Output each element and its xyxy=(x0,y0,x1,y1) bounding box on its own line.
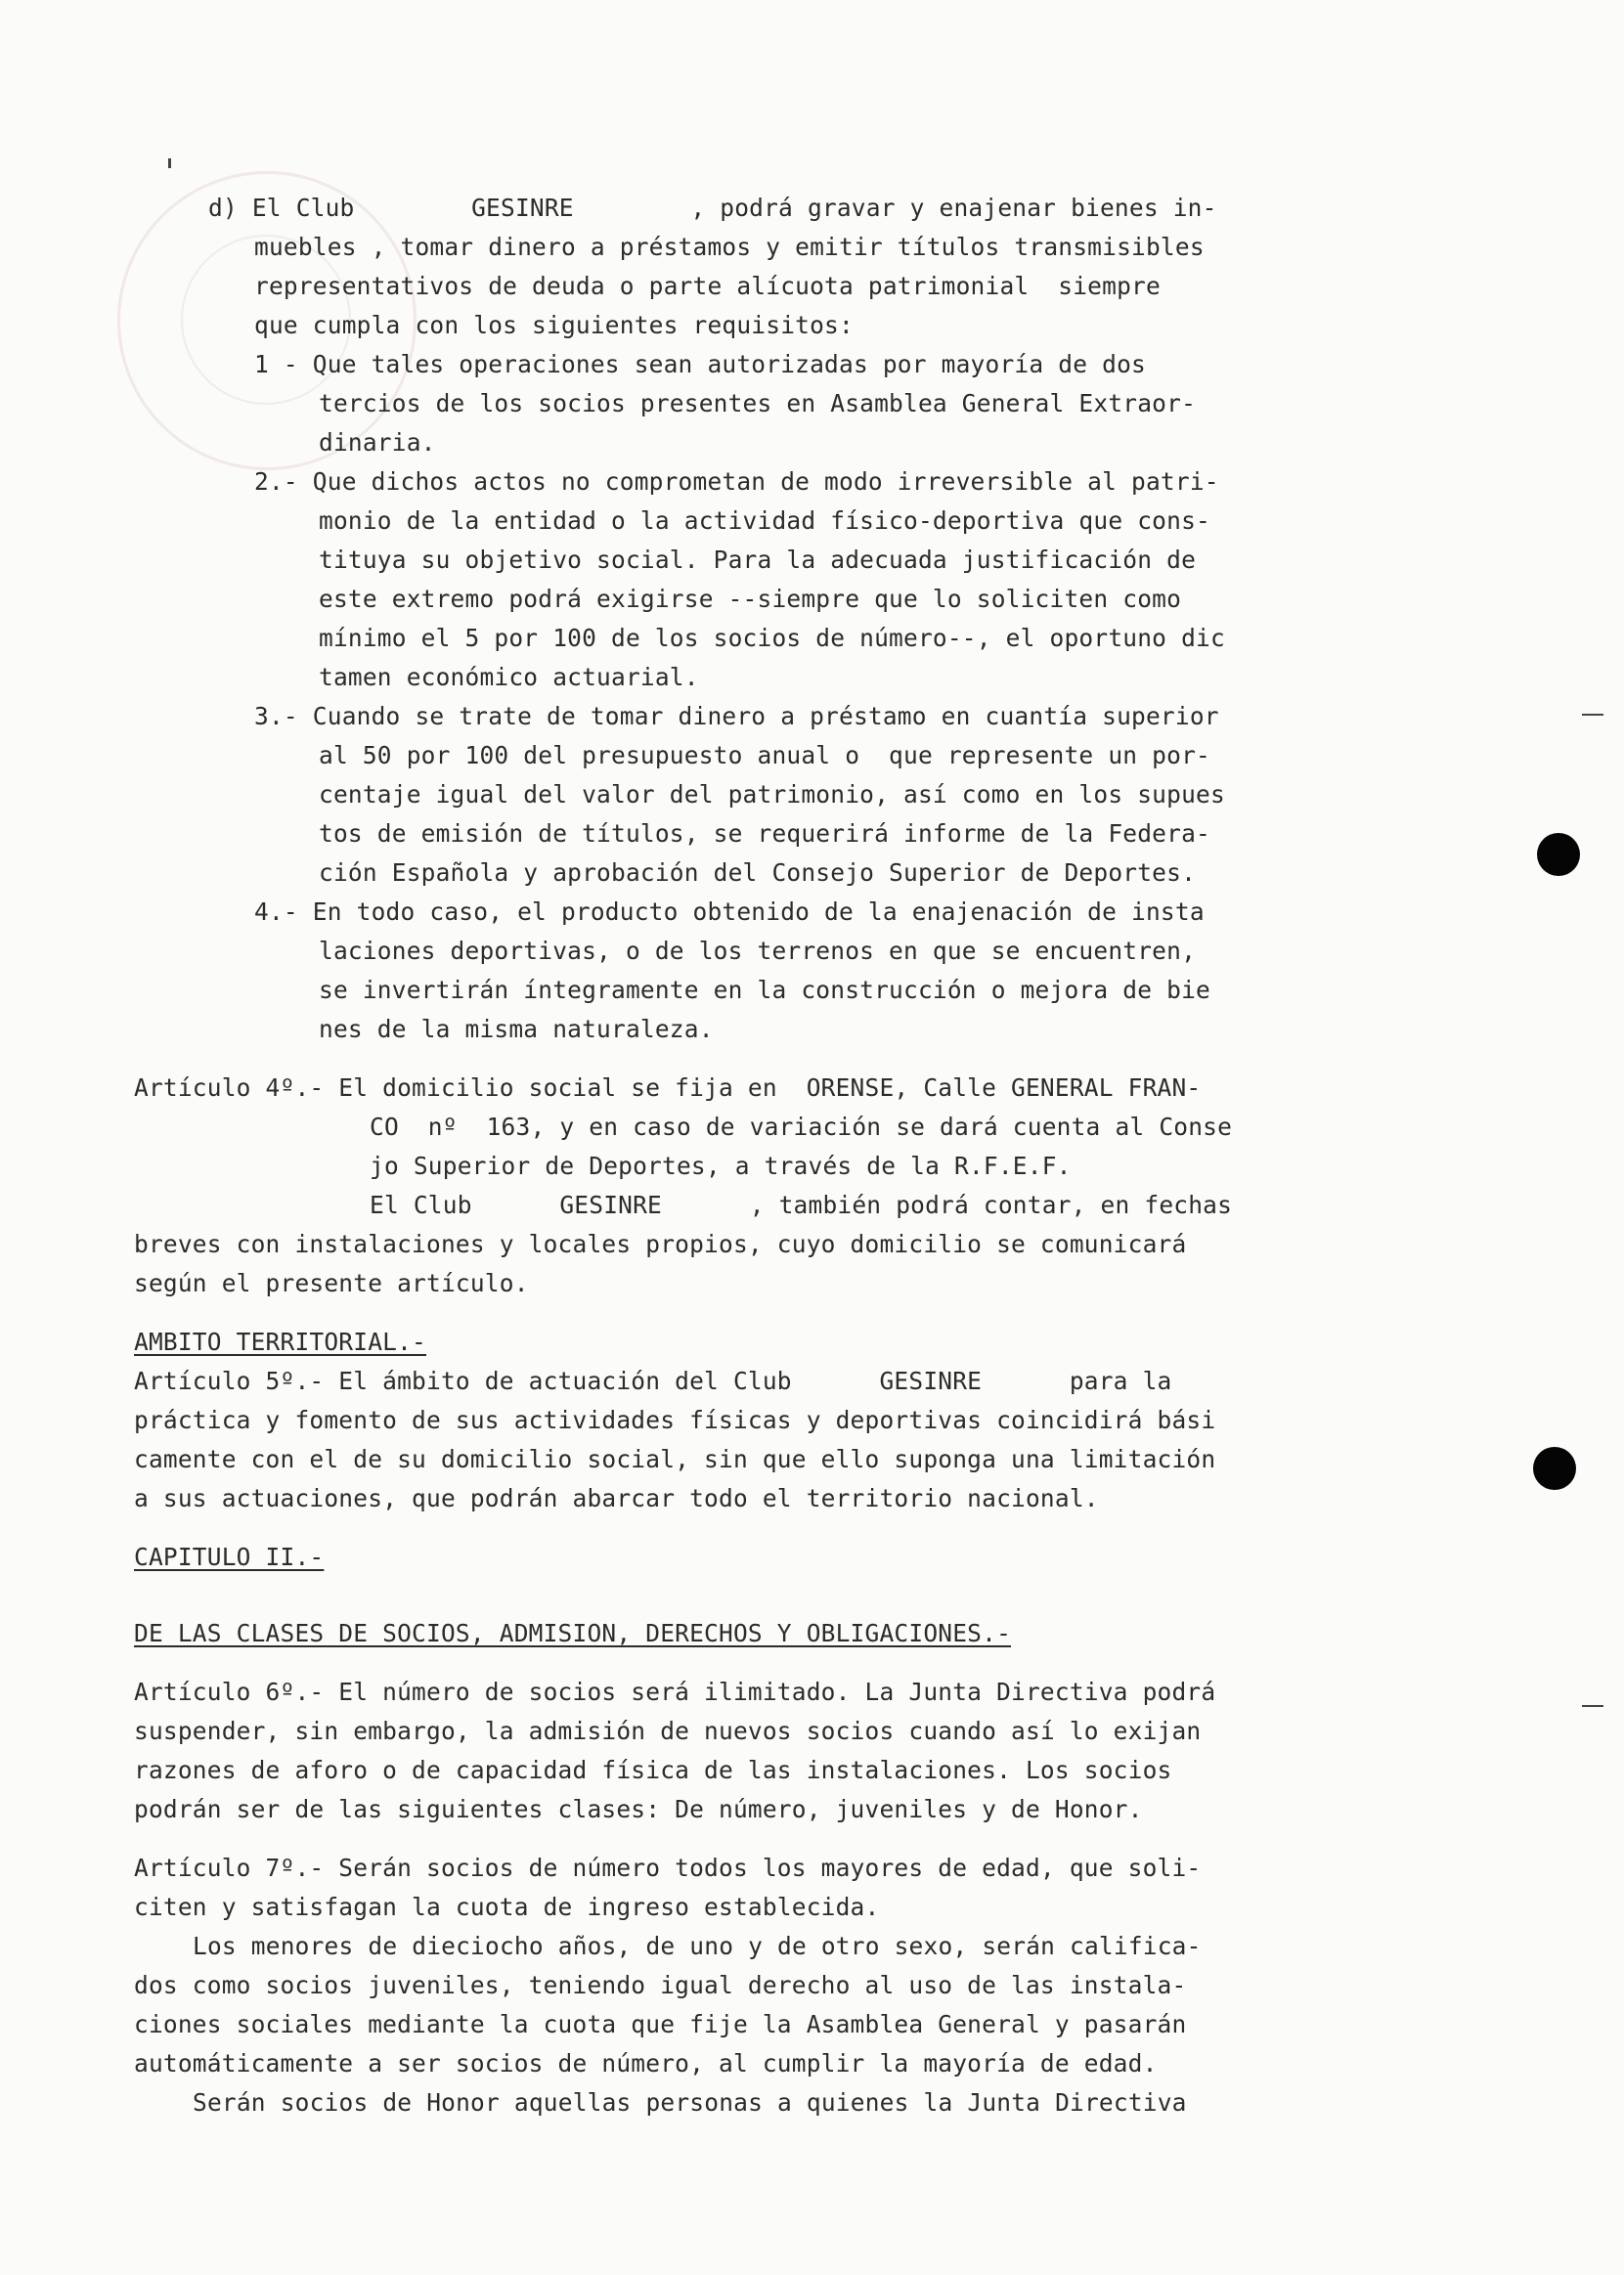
text-line: laciones deportivas, o de los terrenos en que se encuentren, xyxy=(319,937,1197,965)
text-line: dinaria. xyxy=(319,428,436,457)
ink-mark xyxy=(1582,714,1603,716)
text-line: CO nº 163, y en caso de variación se dará cuenta al Conse xyxy=(370,1113,1233,1141)
section-heading: AMBITO TERRITORIAL.- xyxy=(134,1328,427,1356)
text-line: Los menores de dieciocho años, de uno y de otro sexo, serán califica- xyxy=(193,1932,1202,1960)
text-line: se invertirán íntegramente en la construcción o mejora de bie xyxy=(319,976,1210,1004)
text-line: 2.- Que dichos actos no comprometan de modo irreversible al patri- xyxy=(254,467,1219,496)
punch-hole xyxy=(1533,1447,1576,1490)
text-line: según el presente artículo. xyxy=(134,1269,529,1297)
text-line: tituya su objetivo social. Para la adecuada justificación de xyxy=(319,546,1197,574)
ink-mark xyxy=(1582,1705,1603,1707)
text-line: jo Superior de Deportes, a través de la R.F.E.F. xyxy=(370,1152,1072,1180)
text-line: a sus actuaciones, que podrán abarcar todo el territorio nacional. xyxy=(134,1484,1099,1512)
chapter-heading: CAPITULO II.- xyxy=(134,1543,325,1571)
text-line: citen y satisfagan la cuota de ingreso establecida. xyxy=(134,1893,880,1921)
text-line: 4.- En todo caso, el producto obtenido de la enajenación de insta xyxy=(254,897,1205,926)
text-line: d) El Club GESINRE , podrá gravar y enajenar bienes in- xyxy=(208,194,1217,222)
article-5-line: Artículo 5º.- El ámbito de actuación del Club GESINRE para la xyxy=(134,1367,1172,1395)
text-line: representativos de deuda o parte alícuota patrimonial siempre xyxy=(254,272,1161,300)
chapter-title: DE LAS CLASES DE SOCIOS, ADMISION, DERECHOS Y OBLIGACIONES.- xyxy=(134,1619,1012,1647)
text-line: suspender, sin embargo, la admisión de nuevos socios cuando así lo exijan xyxy=(134,1717,1202,1745)
text-line: al 50 por 100 del presupuesto anual o que represente un por- xyxy=(319,741,1210,769)
text-line: tercios de los socios presentes en Asamblea General Extraor- xyxy=(319,389,1197,417)
text-line: Serán socios de Honor aquellas personas a quienes la Junta Directiva xyxy=(193,2088,1187,2117)
text-line: este extremo podrá exigirse --siempre que lo soliciten como xyxy=(319,585,1182,613)
text-line: tamen económico actuarial. xyxy=(319,663,699,691)
punch-hole xyxy=(1537,833,1580,876)
text-line: El Club GESINRE , también podrá contar, en fechas xyxy=(370,1191,1233,1219)
text-line: práctica y fomento de sus actividades físicas y deportivas coincidirá bási xyxy=(134,1406,1216,1434)
text-line: razones de aforo o de capacidad física de las instalaciones. Los socios xyxy=(134,1756,1172,1784)
text-line: muebles , tomar dinero a préstamos y emitir títulos transmisibles xyxy=(254,233,1205,261)
article-6-line: Artículo 6º.- El número de socios será ilimitado. La Junta Directiva podrá xyxy=(134,1678,1216,1706)
text-line: 1 - Que tales operaciones sean autorizadas por mayoría de dos xyxy=(254,350,1146,378)
text-line: ción Española y aprobación del Consejo Superior de Deportes. xyxy=(319,858,1197,887)
text-line: automáticamente a ser socios de número, al cumplir la mayoría de edad. xyxy=(134,2049,1158,2078)
text-line: 3.- Cuando se trate de tomar dinero a préstamo en cuantía superior xyxy=(254,702,1219,730)
text-line: que cumpla con los siguientes requisitos: xyxy=(254,311,854,339)
text-line: podrán ser de las siguientes clases: De número, juveniles y de Honor. xyxy=(134,1795,1143,1823)
text-line: ciones sociales mediante la cuota que fije la Asamblea General y pasarán xyxy=(134,2010,1187,2038)
text-line: mínimo el 5 por 100 de los socios de número--, el oportuno dic xyxy=(319,624,1225,652)
text-line: camente con el de su domicilio social, sin que ello suponga una limitación xyxy=(134,1445,1216,1473)
text-line: centaje igual del valor del patrimonio, así como en los supues xyxy=(319,780,1225,809)
article-7-line: Artículo 7º.- Serán socios de número todos los mayores de edad, que soli- xyxy=(134,1854,1202,1882)
text-line: nes de la misma naturaleza. xyxy=(319,1015,714,1043)
ink-mark xyxy=(168,158,171,168)
text-line: dos como socios juveniles, teniendo igual derecho al uso de las instala- xyxy=(134,1971,1187,1999)
text-line: breves con instalaciones y locales propios, cuyo domicilio se comunicará xyxy=(134,1230,1187,1258)
text-line: monio de la entidad o la actividad físico-deportiva que cons- xyxy=(319,506,1210,535)
article-4-line: Artículo 4º.- El domicilio social se fija en ORENSE, Calle GENERAL FRAN- xyxy=(134,1073,1202,1102)
text-line: tos de emisión de títulos, se requerirá informe de la Federa- xyxy=(319,819,1210,848)
